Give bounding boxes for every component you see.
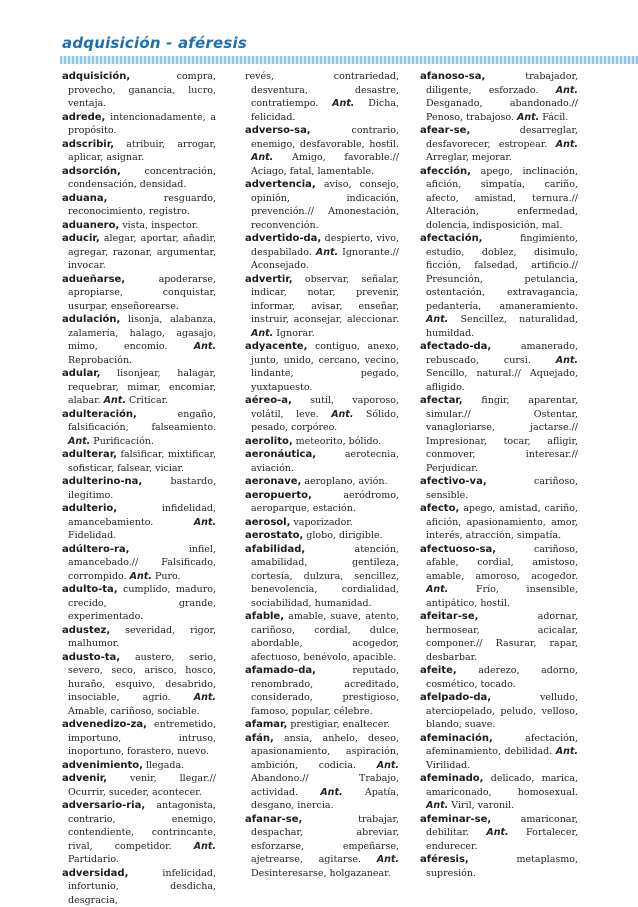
dictionary-entry (245, 529, 399, 543)
dictionary-entry (245, 489, 399, 516)
headword: afeminar-se, (420, 814, 491, 825)
antonym-label: Ant. (486, 827, 508, 838)
definition: prestigiar, enaltecer. (290, 719, 390, 730)
definition: llegada. (146, 760, 184, 771)
antonym-text: Fortalecer, endurecer. (426, 827, 578, 852)
dictionary-entry (62, 313, 216, 367)
dictionary-entry (62, 408, 216, 449)
dictionary-entry (420, 813, 578, 854)
definition: alegar, aportar, añadir, agregar, razonar, argumentar, invocar. (68, 233, 216, 271)
definition: aerotecnia, aviación. (251, 449, 399, 474)
headword: adversidad, (62, 868, 128, 879)
antonym-text: Fidelidad. (68, 530, 116, 541)
antonym-label: Ant. (316, 247, 338, 258)
dictionary-entry (62, 70, 216, 111)
definition: falsificar, mixtificar, sofisticar, falsear, viciar. (68, 449, 216, 474)
dictionary-entry (62, 718, 216, 759)
headword: aeropuerto, (245, 490, 312, 501)
headword: adueñarse, (62, 274, 125, 285)
definition: concentración, condensación, densidad. (68, 166, 216, 191)
dictionary-entry (62, 232, 216, 273)
definition: desarreglar, desfavorecer, estropear. (426, 125, 578, 150)
headword: advenir, (62, 773, 107, 784)
headword: advenedizo-za, (62, 719, 147, 730)
definition: entremetido, importuno, intruso, inoportuno, forastero, nuevo. (68, 719, 216, 757)
antonym-text: Virilidad. (426, 760, 470, 771)
dictionary-entry (245, 543, 399, 611)
definition: severidad, rigor, malhumor. (68, 625, 216, 650)
antonym-text: Sólido, pesado, corpóreo. (251, 409, 399, 434)
dictionary-entry (245, 178, 399, 232)
headword: afeminado, (420, 773, 483, 784)
antonym-label: Ant. (556, 85, 578, 96)
definition: aderezo, adorno, cosmético, tocado. (426, 665, 578, 690)
definition: trabajar, despachar, abreviar, esforzarse, empeñarse, ajetrearse, agitarse. (251, 814, 399, 866)
running-head: adquisición - aféresis (62, 34, 247, 52)
antonym-label: Ant. (556, 139, 578, 150)
headword: adverso-sa, (245, 125, 311, 136)
dictionary-entry (245, 340, 399, 394)
headword: afeite, (420, 665, 457, 676)
dictionary-entry (62, 583, 216, 624)
headword: aféresis, (420, 854, 469, 865)
headword: adulto-ta, (62, 584, 118, 595)
definition: apego, amistad, cariño, afición, apasionamiento, amor, interés, atracción, simpatía. (426, 503, 578, 541)
definition: cariñoso, afable, cordial, amistoso, amable, amoroso, acogedor. (426, 544, 578, 582)
antonym-text: Ignorar. (276, 328, 314, 339)
dictionary-entry (245, 273, 399, 341)
headword: afán, (245, 733, 274, 744)
headword: afectivo-va, (420, 476, 487, 487)
headword: advertencia, (245, 179, 316, 190)
definition: infidelidad, amancebamiento. (68, 503, 216, 528)
antonym-label: Ant. (68, 436, 90, 447)
dictionary-entry (62, 651, 216, 719)
headword: aeronave, (245, 476, 301, 487)
headword: afeminación, (420, 733, 493, 744)
headword: advertido-da, (245, 233, 321, 244)
antonym-label: Ant. (130, 571, 152, 582)
dictionary-entry (62, 624, 216, 651)
antonym-text: Reprobación. (68, 355, 132, 366)
definition: contiguo, anexo, junto, unido, cercano, vecino, lindante, pegado, yuxtapuesto. (251, 341, 399, 393)
definition: bastardo, ilegítimo. (68, 476, 216, 501)
definition: fingimiento, estudio, doblez, disimulo, ficción, falsedad, artificio.// Presunción, petulancia, ostentación, extravagancia, pedantería, amaneramiento. (426, 233, 578, 312)
dictionary-entry (62, 111, 216, 138)
antonym-text: Partidario. (68, 854, 119, 865)
dictionary-entry (245, 448, 399, 475)
antonym-label: Ant. (194, 692, 216, 703)
dictionary-entry (62, 165, 216, 192)
definition: velludo, aterciopelado, peludo, velloso, blando, suave. (426, 692, 578, 730)
headword: afectación, (420, 233, 482, 244)
dictionary-entry (245, 610, 399, 664)
definition: infiel, amancebado.// Falsificado, corrompido. (68, 544, 216, 582)
dictionary-entry (62, 867, 216, 907)
antonym-text: Desganado, abandonado.// Penoso, trabajoso. (426, 98, 578, 123)
headword: adulteración, (62, 409, 137, 420)
headword: adulterino-na, (62, 476, 142, 487)
headword: adquisición, (62, 71, 130, 82)
definition: aeródromo, aeroparque, estación. (251, 490, 399, 515)
definition: delicado, marica, amariconado, homosexual. (426, 773, 578, 798)
antonym-text: Puro. (155, 571, 181, 582)
headword: afamar, (245, 719, 287, 730)
dictionary-entry (245, 813, 399, 881)
dictionary-entry (245, 435, 399, 449)
antonym-text: Fácil. (542, 112, 568, 123)
antonym-label: Ant. (194, 517, 216, 528)
definition: antagonista, contrario, enemigo, contendiente, contrincante, rival, competidor. (68, 800, 216, 852)
headword: aduana, (62, 193, 107, 204)
dictionary-entry (420, 394, 578, 475)
dictionary-entry (245, 732, 399, 813)
antonym-label: Ant. (320, 787, 342, 798)
definition: infelicidad, infortunio, desdicha, desgracia, (68, 868, 216, 906)
antonym-label: Ant. (194, 341, 216, 352)
dictionary-entry (420, 691, 578, 732)
definition: austero, serio, severo, seco, arisco, hosco, huraño, esquivo, desabrido, insociable, agrio. (68, 652, 216, 704)
antonym-label: Ant. (517, 112, 539, 123)
dictionary-entry (420, 732, 578, 773)
headword: adustez, (62, 625, 110, 636)
dictionary-entry (420, 772, 578, 813)
definition: aeroplano, avión. (304, 476, 387, 487)
antonym-text: Abandono.// Trabajo, actividad. (251, 773, 399, 798)
dictionary-entry (62, 772, 216, 799)
antonym-text: Amable, cariñoso, sociable. (68, 706, 200, 717)
definition: reputado, renombrado, acreditado, considerado, prestigioso, famoso, popular, célebre. (251, 665, 399, 717)
headword: afear-se, (420, 125, 470, 136)
definition: aviso, consejo, opinión, indicación, prevención.// Amonestación, reconvención. (251, 179, 399, 231)
headword: afección, (420, 166, 471, 177)
antonym-text: Ignorante.// Aconsejado. (251, 247, 399, 272)
definition: revés, contrariedad, desventura, desastre, contratiempo. (245, 71, 399, 109)
headword: afabilidad, (245, 544, 305, 555)
definition: vaporizador. (293, 517, 352, 528)
headword: aerolito, (245, 436, 293, 447)
definition: adornar, hermosear, acicalar, componer.// Rasurar, rapar, desbarbar. (426, 611, 578, 663)
headword: aducir, (62, 233, 100, 244)
headword: adular, (62, 368, 100, 379)
dictionary-entry (62, 138, 216, 165)
headword: afeitar-se, (420, 611, 478, 622)
dictionary-entry (62, 759, 216, 773)
definition: lisonjear, halagar, requebrar, mimar, encomiar, alabar. (68, 368, 216, 406)
headword: adsorción, (62, 166, 121, 177)
headword: afelpado-da, (420, 692, 491, 703)
antonym-label: Ant. (426, 800, 448, 811)
headword: adulterar, (62, 449, 117, 460)
antonym-text: Frío, insensible, antipático, hostil. (426, 584, 578, 609)
definition: amanerado, rebuscado, cursi. (426, 341, 578, 366)
definition: contrario, enemigo, desfavorable, hostil. (251, 125, 399, 150)
antonym-text: Apatía, desgano, inercia. (251, 787, 399, 812)
headword: afanoso-sa, (420, 71, 485, 82)
dictionary-entry (420, 232, 578, 340)
dictionary-entry (420, 475, 578, 502)
column-2 (245, 70, 399, 880)
definition: globo, dirigible. (306, 530, 382, 541)
antonym-label: Ant. (194, 841, 216, 852)
dictionary-entry (62, 273, 216, 314)
antonym-label: Ant. (426, 314, 448, 325)
headword: adúltero-ra, (62, 544, 129, 555)
headword: advertir, (245, 274, 293, 285)
definition: trabajador, diligente, esforzado. (426, 71, 578, 96)
dictionary-entry (245, 232, 399, 273)
dictionary-entry (62, 192, 216, 219)
headword: adrede, (62, 112, 105, 123)
headword: adyacente, (245, 341, 307, 352)
definition: metaplasmo, supresión. (426, 854, 578, 879)
antonym-text: Dicha, felicidad. (251, 98, 399, 123)
headword: adscribir, (62, 139, 114, 150)
dictionary-entry (420, 124, 578, 165)
antonym-text: Amigo, favorable.// Aciago, fatal, lamentable. (251, 152, 399, 177)
antonym-text: Sencillo, natural.// Aquejado, afligido. (426, 368, 578, 393)
definition: compra, provecho, ganancia, lucro, ventaja. (68, 71, 216, 109)
definition: despierto, vivo, despabilado. (251, 233, 399, 258)
definition: afectación, afeminamiento, debilidad. (426, 733, 578, 758)
antonym-text: Purificación. (93, 436, 154, 447)
definition: amariconar, debilitar. (426, 814, 578, 839)
dictionary-entry (420, 70, 578, 124)
headword: adulterio, (62, 503, 117, 514)
headword: afamado-da, (245, 665, 316, 676)
antonym-label: Ant. (426, 584, 448, 595)
dictionary-entry (245, 516, 399, 530)
antonym-label: Ant. (332, 98, 354, 109)
dictionary-entry (245, 124, 399, 178)
headword: aduanero, (62, 220, 119, 231)
dictionary-entry (62, 448, 216, 475)
headword: aeronáutica, (245, 449, 316, 460)
headword: afectar, (420, 395, 463, 406)
headword: adversario-ria, (62, 800, 145, 811)
headword: adulación, (62, 314, 120, 325)
antonym-text: Arreglar, mejorar. (426, 152, 512, 163)
dictionary-entry (420, 165, 578, 233)
antonym-text: Sencillez, naturalidad, humildad. (426, 314, 578, 339)
dictionary-entry (420, 340, 578, 394)
definition: atención, amabilidad, gentileza, cortesía, dulzura, sencillez, benevolencia, cordialidad, sociabilidad, humanidad. (251, 544, 399, 609)
antonym-label: Ant. (556, 355, 578, 366)
definition: intencionadamente, a propósito. (68, 112, 216, 137)
dictionary-entry (245, 394, 399, 435)
dictionary-entry (62, 799, 216, 867)
dictionary-entry (420, 610, 578, 664)
dictionary-entry (62, 367, 216, 408)
definition: meteorito, bólido. (296, 436, 381, 447)
dictionary-entry (245, 70, 399, 124)
definition: sutil, vaporoso, volátil, leve. (251, 395, 399, 420)
antonym-label: Ant. (331, 409, 353, 420)
headword: afecto, (420, 503, 459, 514)
column-1 (62, 70, 216, 907)
dictionary-entry (420, 502, 578, 543)
dictionary-entry (420, 543, 578, 611)
headword: afectuoso-sa, (420, 544, 496, 555)
dictionary-entry (62, 502, 216, 543)
dictionary-entry (245, 475, 399, 489)
definition: lisonja, alabanza, zalamería, halago, agasajo, mimo, encomio. (68, 314, 216, 352)
dictionary-entry (420, 853, 578, 880)
dictionary-entry (420, 664, 578, 691)
headword: afectado-da, (420, 341, 491, 352)
antonym-label: Ant. (556, 746, 578, 757)
dictionary-entry (62, 543, 216, 584)
definition: resguardo, reconocimiento, registro. (68, 193, 216, 218)
definition: apoderarse, apropiarse, conquistar, usurpar, enseñorearse. (68, 274, 216, 312)
definition: amable, suave, atento, cariñoso, cordial, dulce, abordable, acogedor, afectuoso, benévolo, apacible. (251, 611, 399, 663)
antonym-text: Viril, varonil. (451, 800, 514, 811)
definition: atribuir, arrogar, aplicar, asignar. (68, 139, 216, 164)
definition: apego, inclinación, afición, simpatía, cariño, afecto, amistad, ternura.// Alteración, enfermedad, dolencia, indisposición, mal. (426, 166, 578, 231)
headword: afanar-se, (245, 814, 302, 825)
antonym-text: Criticar. (129, 395, 168, 406)
definition: venir, llegar.// Ocurrir, suceder, acontecer. (68, 773, 216, 798)
definition: observar, señalar, indicar, notar, prevenir, informar, avisar, enseñar, instruir, aconsejar, aleccionar. (251, 274, 399, 326)
headword: aéreo-a, (245, 395, 292, 406)
headword: aerosol, (245, 517, 290, 528)
dictionary-entry (62, 475, 216, 502)
dictionary-entry (62, 219, 216, 233)
headword: afable, (245, 611, 284, 622)
definition: engaño, falsificación, falseamiento. (68, 409, 216, 434)
definition: vista, inspector. (122, 220, 198, 231)
headword: adusto-ta, (62, 652, 120, 663)
dictionary-entry (245, 718, 399, 732)
headword: advenimiento, (62, 760, 143, 771)
definition: fingir, aparentar, simular.// Ostentar, vanagloriarse, jactarse.// Impresionar, tocar, afligir, conmover, interesar.// Perjudicar. (426, 395, 578, 474)
antonym-label: Ant. (377, 854, 399, 865)
definition: cariñoso, sensible. (426, 476, 578, 501)
antonym-text: Desinteresarse, holgazanear. (251, 868, 391, 879)
definition: ansia, anhelo, deseo, apasionamiento, aspiración, ambición, codicia. (251, 733, 399, 771)
antonym-label: Ant. (251, 328, 273, 339)
column-3 (420, 70, 578, 880)
dictionary-entry (245, 664, 399, 718)
antonym-label: Ant. (377, 760, 399, 771)
antonym-label: Ant. (251, 152, 273, 163)
antonym-label: Ant. (104, 395, 126, 406)
definition: cumplido, maduro, crecido, grande, experimentado. (68, 584, 216, 622)
headword: aerostato, (245, 530, 303, 541)
header-rule (60, 56, 638, 64)
